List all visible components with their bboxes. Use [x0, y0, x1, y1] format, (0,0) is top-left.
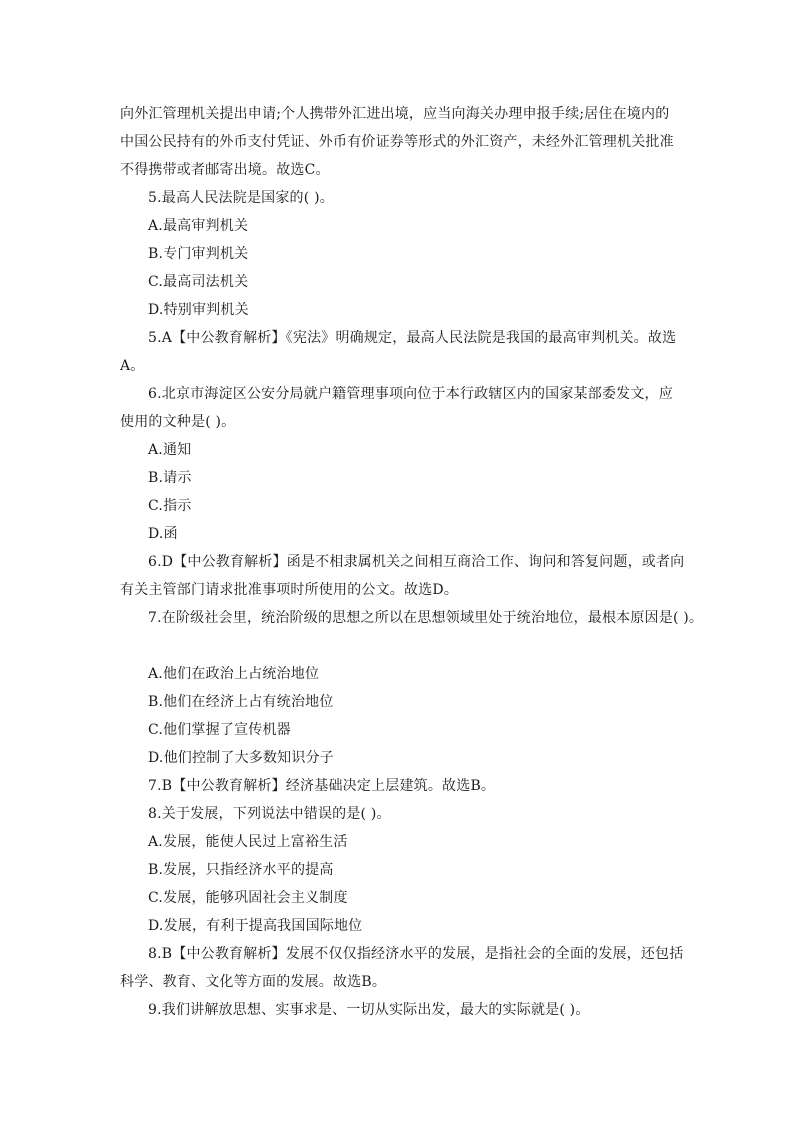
option-a: A.他们在政治上占统治地位	[148, 666, 320, 682]
question-6-cont: 使用的文种是( )。	[120, 414, 236, 430]
answer-5-cont: A。	[120, 358, 145, 374]
option-a: A.发展，能使人民过上富裕生活	[148, 834, 348, 850]
option-c: C.他们掌握了宣传机器	[148, 722, 291, 738]
option-b: B.请示	[148, 470, 192, 486]
answer-6-cont: 有关主管部门请求批准事项时所使用的公文。故选D。	[120, 582, 459, 598]
option-c: C.最高司法机关	[148, 274, 249, 290]
answer-7: 7.B【中公教育解析】经济基础决定上层建筑。故选B。	[148, 778, 496, 794]
answer-6: 6.D【中公教育解析】函是不相隶属机关之间相互商洽工作、询问和答复问题，或者向	[148, 554, 685, 570]
option-d: D.发展，有利于提高我国国际地位	[148, 918, 363, 934]
text-line: 中国公民持有的外币支付凭证、外币有价证券等形式的外汇资产，未经外汇管理机关批准	[120, 134, 674, 150]
answer-5: 5.A【中公教育解析】《宪法》明确规定，最高人民法院是我国的最高审判机关。故选	[148, 330, 677, 346]
question-9: 9.我们讲解放思想、实事求是、一切从实际出发，最大的实际就是( )。	[148, 1002, 590, 1018]
option-d: D.函	[148, 526, 178, 542]
option-b: B.他们在经济上占有统治地位	[148, 694, 334, 710]
option-a: A.最高审判机关	[148, 218, 249, 234]
text-line: 不得携带或者邮寄出境。故选C。	[120, 162, 330, 178]
option-c: C.发展，能够巩固社会主义制度	[148, 890, 348, 906]
answer-8-cont: 科学、教育、文化等方面的发展。故选B。	[120, 974, 387, 990]
question-8: 8.关于发展，下列说法中错误的是( )。	[148, 806, 391, 822]
option-b: B.发展，只指经济水平的提高	[148, 862, 334, 878]
option-b: B.专门审判机关	[148, 246, 249, 262]
answer-8: 8.B【中公教育解析】发展不仅仅指经济水平的发展，是指社会的全面的发展，还包括	[148, 946, 684, 962]
option-d: D.他们控制了大多数知识分子	[148, 750, 334, 766]
option-a: A.通知	[148, 442, 192, 458]
question-5: 5.最高人民法院是国家的( )。	[148, 190, 334, 206]
text-line: 向外汇管理机关提出申请;个人携带外汇进出境，应当向海关办理申报手续;居住在境内的	[120, 106, 670, 122]
question-6: 6.北京市海淀区公安分局就户籍管理事项向位于本行政辖区内的国家某部委发文，应	[148, 386, 673, 402]
option-c: C.指示	[148, 498, 192, 514]
question-7: 7.在阶级社会里，统治阶级的思想之所以在思想领域里处于统治地位，最根本原因是( )。	[148, 610, 704, 626]
option-d: D.特别审判机关	[148, 302, 249, 318]
